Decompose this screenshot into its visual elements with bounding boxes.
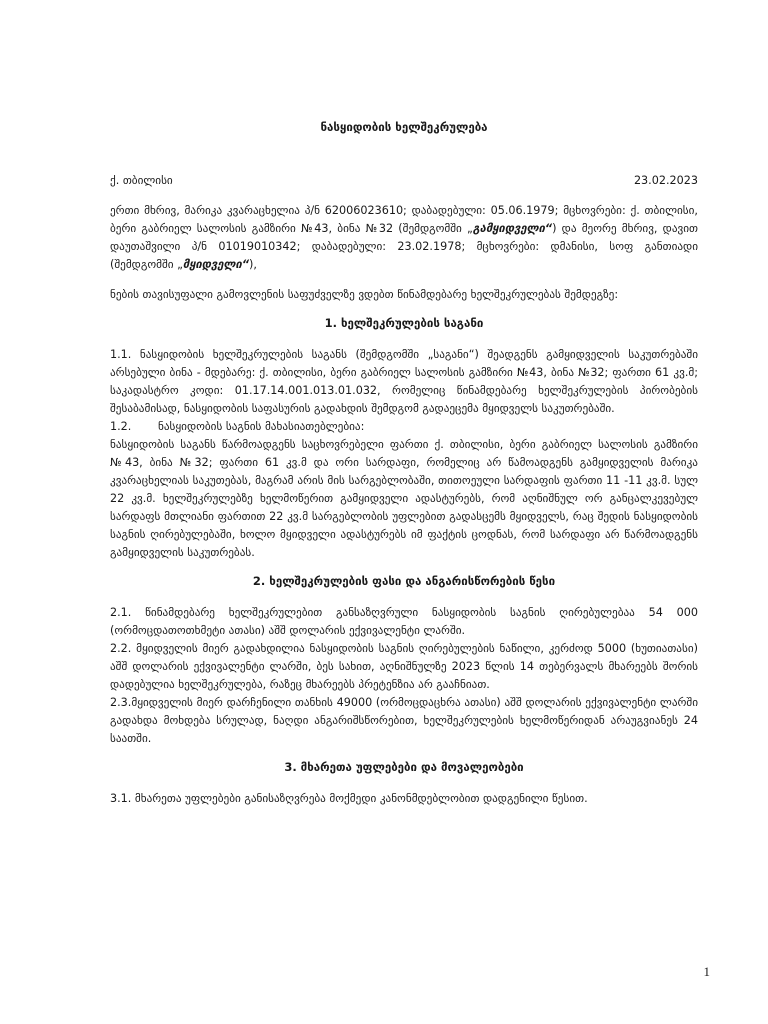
document-title: ნასყიდობის ხელშეკრულება — [320, 120, 488, 134]
clause-1-2-head — [110, 418, 698, 436]
seller-role: გამყიდველი“ — [472, 222, 553, 235]
section-1-heading: 1. ხელშეკრულების საგანი — [324, 316, 484, 330]
page-number: 1 — [703, 964, 710, 979]
clause-1-2-number: 1.2. — [110, 420, 132, 433]
place-date-row — [110, 172, 698, 190]
clause-1-2-title: ნასყიდობის საგნის მახასიათებლებია: — [158, 420, 365, 433]
parties-text-1: ერთი მხრივ, მარიკა კვარაცხელია პ/ნ 62006023610; დაბადებული: 05.06.1979; მცხოვრები: ქ. თბილისი, ბერი გაბრიელ სალოსის გამზირი №43, ბინა №32 (შემდგომში „ — [110, 204, 698, 235]
clause-1-2-body: ნასყიდობის საგანს წარმოადგენს საცხოვრებელი ფართი ქ. თბილისი, ბერი გაბრიელ სალოსის გამზირი №43, ბინა №32; ფართი 61 კვ.მ და ორი სარდაფი, რომელიც არ წამოადგენს გამყიდველის მარიკა კვარაცხელიას საკუთებას, მაგრამ არის მის სარგებლობაში, თითოეული სარდაფის ფართი 11 -11 კვ.მ. სულ 22 კვ.მ. ხელშეკრულებზე ხელმოწერით გამყიდველი ადასტურებს, რომ აღნიშნულ ორ განცალკევებულ სარდაფს მთლიანი ფართით 22 კვ.მ სარგებლობის უფლებით გადასცემს მყიდველს, რაც შედის ნასყიდობის საგნის ღირებულებაში, ხოლო მყიდველი ადასტურებს იმ ფაქტის ცოდნას, რომ სარდაფი არ წარმოადგენს გამყიდველის საკუთრებას. — [110, 438, 698, 559]
clause-3-1: 3.1. მხარეთა უფლებები განისაზღვრება მოქმედი კანონმდებლობით დადგენილი წესით. — [110, 792, 588, 805]
parties-text-2: ) და მეორე მხრივ, დავით დაუთაშვილი პ/ნ 01019010342; დაბადებული: 23.02.1978; მცხოვრები: დმანისი, სოფ განთიადი (შემდგომში „ — [110, 222, 698, 271]
clause-2-2: 2.2. მყიდველის მიერ გადახდილია ნასყიდობის საგნის ღირებულების ნაწილი, კერძოდ 5000 (ხუთიათასი) აშშ დოლარის ექვივალენტი ლარში, ბეს სახით, აღნიშნულზე 2023 წლის 14 თებერვალს მხარეებს შორის დადებულია ხელშეკრულება, რაზეც მხარეებს პრეტენზია არ გააჩნიათ. — [110, 642, 698, 691]
parties-paragraph — [110, 202, 698, 274]
clause-2-1: 2.1. წინამდებარე ხელშეკრულებით განსაზღვრული ნასყიდობის საგნის ღირებულებაა 54 000 (ორმოცდათოთხმეტი ათასი) აშშ დოლარის ექვივალენტი ლარში. — [110, 606, 698, 637]
clause-1-1: 1.1. ნასყიდობის ხელშეკრულების საგანს (შემდგომში „საგანი“) შეადგენს გამყიდველის საკუთრებაში არსებული ბინა - მდებარე: ქ. თბილისი, ბერი გაბრიელ სალოსის გამზირი №43, ბინა №32; ფართი 61 კვ.მ; საკადასტრო კოდი: 01.17.14.001.013.01.032, რომელიც წინამდებარე ხელშეკრულების პირობების შესაბამისად, ნასყიდობის საფასურის გადახდის შემდგომ გადაეცემა მყიდველს საკუთრებაში. — [110, 348, 698, 415]
intro-paragraph: ნების თავისუფალი გამოვლენის საფუძველზე ვდებთ წინამდებარე ხელშეკრულებას შემდეგზე: — [110, 288, 619, 301]
section-3-heading: 3. მხარეთა უფლებები და მოვალეობები — [284, 760, 524, 774]
clause-2-3: 2.3.მყიდველის მიერ დარჩენილი თანხის 49000 (ორმოცდაცხრა ათასი) აშშ დოლარის ექვივალენტი ლარში გადახდა მოხდება სრულად, ნაღდი ანგარიშსწორებით, ხელშეკრულების ხელმოწერიდან არაუგვიანეს 24 საათში. — [110, 696, 698, 745]
section-2-heading: 2. ხელშეკრულების ფასი და ანგარისწორების წესი — [252, 574, 556, 588]
buyer-role: მყიდველი“ — [182, 258, 250, 271]
city: ქ. თბილისი — [110, 174, 173, 187]
date: 23.02.2023 — [633, 174, 698, 187]
document-body — [110, 118, 698, 808]
parties-text-3: ), — [249, 258, 257, 271]
